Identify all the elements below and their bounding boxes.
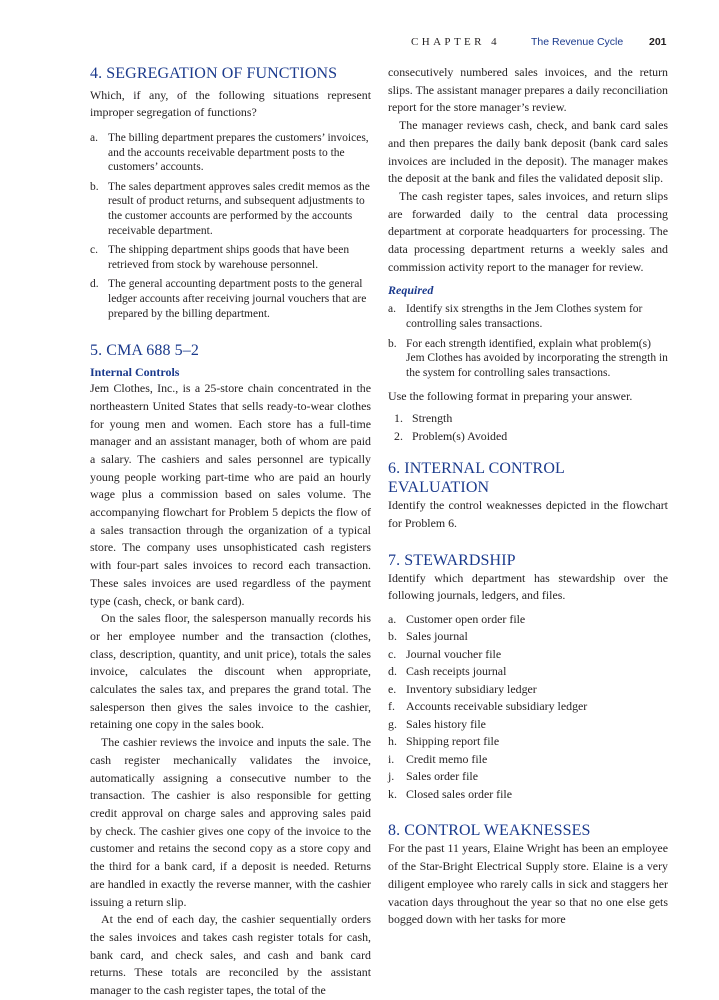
list-item: f. Accounts receivable subsidiary ledger	[388, 699, 588, 714]
problem-5-subtitle: Internal Controls	[90, 365, 180, 380]
running-header	[0, 36, 719, 50]
problem-6-text: Identify the control weaknesses depicted in the flowchart for Problem 6.	[388, 498, 668, 530]
paragraph: On the sales floor, the salesperson manually records his or her employee number and the transaction (clothes, class, description, quantity, and unit price), totals the sales invoice, calculates the discount when appropriate, calculates the sales tax, and prepares the grand total. The salesperson then gives the sales invoice to the cashier, retaining one copy in the sales book.	[90, 611, 371, 732]
list-item: i. Credit memo file	[388, 751, 488, 766]
problem-4-title: 4. SEGREGATION OF FUNCTIONS	[90, 65, 338, 82]
format-intro: Use the following format in preparing your answer.	[388, 389, 633, 404]
paragraph: The cash register tapes, sales invoices, and return slips are forwarded daily to the central data processing department at corporate headquarters for processing. The data processing department returns a weekly sales and commission activity report to the manager for review.	[388, 188, 668, 274]
list-item: a. The billing department prepares the customers’ invoices, and the accounts receivable department posts to the customers’ accounts.	[90, 132, 369, 174]
left-column	[90, 64, 371, 1000]
problem-7-intro: Identify which department has stewardship over the following journals, ledgers, and files.	[388, 570, 668, 603]
paragraph: The manager reviews cash, check, and bank card sales and then prepares the daily bank deposit (bank card sales invoices are included in the deposit). The manager makes the deposit at the bank and files the validated deposit slip.	[388, 118, 668, 186]
section-title: The Revenue Cycle	[531, 36, 624, 48]
list-item: b. Sales journal	[388, 629, 468, 644]
right-column	[388, 64, 668, 929]
problem-7-list	[388, 611, 668, 804]
chapter-label: CHAPTER 4	[411, 36, 500, 48]
list-item: c. Journal voucher file	[388, 646, 502, 661]
problem-8-text: For the past 11 years, Elaine Wright has been an employee of the Star-Bright Electrical Supply store. Elaine is a very diligent employee who rarely calls in sick and staggers her vacation days throughout the year so that no one else gets bogged down with her tasks for more	[388, 841, 668, 927]
paragraph: Jem Clothes, Inc., is a 25-store chain concentrated in the northeastern United States that sells ready-to-wear clothes for young men and women. Each store has a full-time manager and an assistant manager, both of whom are paid a salary. The cashiers and sales personnel are typically young people working part-time who are paid an hourly wage plus a commission based on sales volume. The accompanying flowchart for Problem 5 depicts the flow of a sales transaction through the organization of a typical store. The company uses unsophisticated cash registers with four-part sales invoices to record each transaction. These sales invoices are used regardless of the payment type (cash, check, or bank card).	[90, 381, 371, 608]
list-item: a. Identify six strengths in the Jem Clothes system for controlling sales transactions.	[388, 303, 643, 331]
list-item: d. The general accounting department posts to the general ledger accounts after receiving journal vouchers that are prepared by the billing department.	[90, 278, 367, 320]
list-item: 1. Strength	[394, 411, 453, 426]
list-item: b. The sales department approves sales credit memos as the result of product returns, and subsequent adjustments to the customer accounts are performed by the accounts receivable department.	[90, 180, 370, 237]
problem-6-title: 6. INTERNAL CONTROL EVALUATION	[388, 460, 565, 497]
paragraph: consecutively numbered sales invoices, and the return slips. The assistant manager prepares a daily reconciliation report for the store manager’s review.	[388, 65, 668, 115]
list-item: b. For each strength identified, explain what problem(s) Jem Clothes has avoided by incorporating the strength in the system for controlling sales transactions.	[388, 337, 668, 379]
page-number: 201	[649, 36, 667, 48]
required-list	[388, 302, 668, 380]
list-item: k. Closed sales order file	[388, 786, 512, 801]
list-item: e. Inventory subsidiary ledger	[388, 681, 537, 696]
paragraph: The cashier reviews the invoice and inputs the sale. The cash register mechanically validates the invoice, automatically assigning a consecutive number to the transaction. The cashier is also responsible for getting credit approval on charge sales and approving sales paid by check. The cashier gives one copy of the invoice to the customer and retains the second copy as a store copy and the third for a bank card, if a deposit is needed. Returns are handled in exactly the reverse manner, with the cashier issuing a return slip.	[90, 735, 371, 909]
list-item: h. Shipping report file	[388, 734, 500, 749]
list-item: d. Cash receipts journal	[388, 664, 507, 679]
list-item: g. Sales history file	[388, 716, 486, 731]
problem-8-title: 8. CONTROL WEAKNESSES	[388, 822, 591, 840]
list-item: c. The shipping department ships goods that have been retrieved from stock by warehouse personnel.	[90, 244, 350, 271]
required-heading: Required	[388, 283, 434, 298]
paragraph: At the end of each day, the cashier sequentially orders the sales invoices and takes cash register totals for cash, bank card, and check sales, and cash and bank card returns. These totals are reconciled by the assistant manager to the cash register tapes, the total of the	[90, 912, 371, 998]
problem-4-intro: Which, if any, of the following situations represent improper segregation of functions?	[90, 88, 371, 119]
problem-7-title: 7. STEWARDSHIP	[388, 551, 516, 569]
list-item: a. Customer open order file	[388, 611, 526, 626]
list-item: j. Sales order file	[388, 769, 478, 784]
format-list	[388, 410, 668, 445]
problem-4-list	[90, 131, 371, 321]
problem-5-title: 5. CMA 688 5–2	[90, 342, 199, 360]
list-item: 2. Problem(s) Avoided	[394, 428, 508, 443]
